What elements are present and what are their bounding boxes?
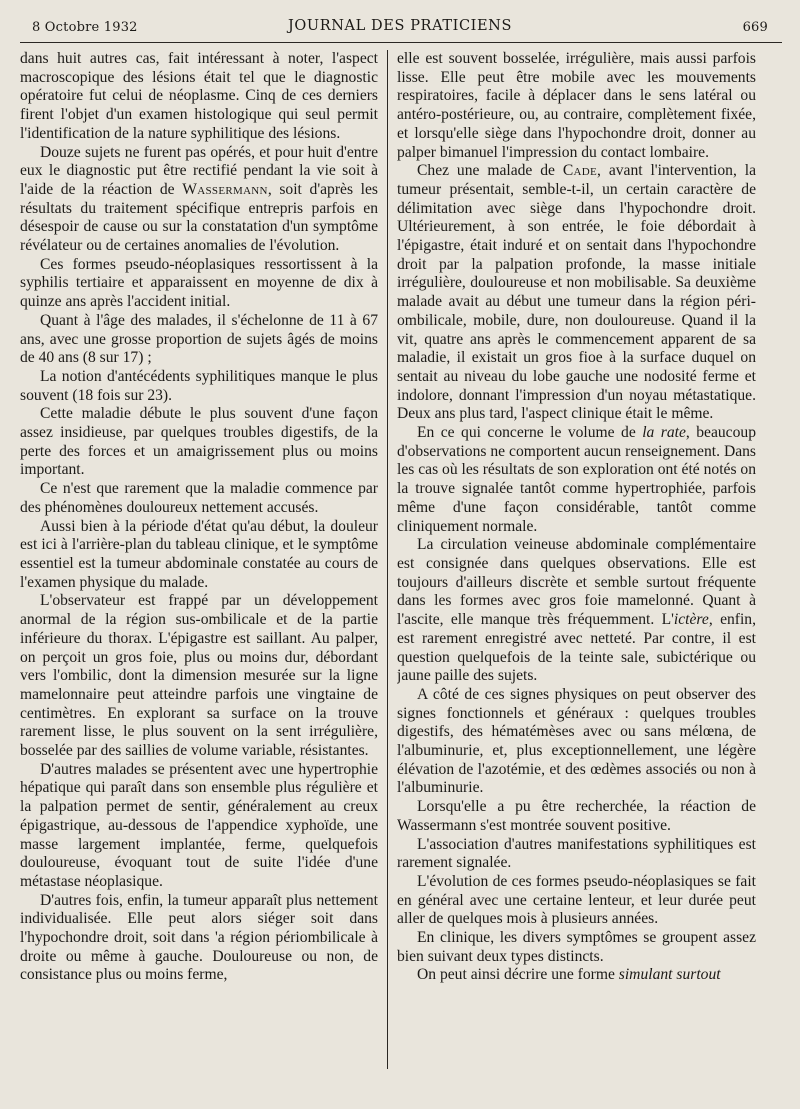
paragraph: dans huit autres cas, fait intéressant à noter, l'aspect macroscopique des lésions était tel que le diagnostic opératoire fut celui de néoplasme. Cinq de ces derniers firent l'objet d'un examen histologique qui seul permit l'identification de la nature syphilitique des lésions. xyxy=(20,50,378,142)
paragraph: D'autres fois, enfin, la tumeur apparaît plus nettement individualisée. Elle peut alors siéger soit dans l'hypochondre droit, soit dans 'a région périombilicale à droite ou même à gauche. Douloureuse ou non, de consistance plus ou moins ferme, xyxy=(20,891,378,984)
paragraph: D'autres malades se présentent avec une hypertrophie hépatique qui paraît dans son ensemble plus régulière et la palpation permet de sentir, généralement au creux épigastrique, au-dessous de l'appendice xyphoïde, une masse largement implantée, ferme, quelquefois douloureuse, évoquant tout de suite l'idée d'une métastase néoplasique. xyxy=(20,760,378,890)
paragraph: Cette maladie débute le plus souvent d'une façon assez insidieuse, par quelques troubles digestifs, de la perte des forces et un amaigrissement plus ou moins important. xyxy=(20,405,378,479)
paragraph: Ces formes pseudo-néoplasiques ressortissent à la syphilis tertiaire et apparaissent en moyenne de dix à quinze ans après l'accident initial. xyxy=(20,255,378,311)
journal-title: JOURNAL DES PRATICIENS xyxy=(288,18,512,34)
paragraph: L'observateur est frappé par un développement anormal de la région sus-ombilicale et de la partie inférieure du thorax. L'épigastre est saillant. Au palper, on perçoit un gros foie, plus ou moins dur, débordant vers l'ombilic, dont la dimension mesurée sur la ligne mamelonnaire peut atteindre parfois une vingtaine de centimètres. En explorant sa surface on la trouve rarement lisse, le plus souvent on la sent irrégulière, bosselée par des saillies de volume variable, résistantes. xyxy=(20,592,378,760)
paragraph: On peut ainsi décrire une forme simulant surtout xyxy=(417,966,721,984)
emphasis: la rate xyxy=(642,424,686,442)
running-header xyxy=(32,18,768,38)
emphasis: simulant surtout xyxy=(618,966,721,984)
paragraph: Aussi bien à la période d'état qu'au début, la douleur est ici à l'arrière-plan du tableau clinique, et le symptôme essentiel est la tumeur abdominale constatée au cours de l'examen physique du malade. xyxy=(20,517,378,591)
paragraph: Chez une malade de Cade, avant l'intervention, la tumeur présentait, semble-t-il, un certain caractère de délimitation avec siège dans l'hypochondre droit. Ultérieurement, à son entrée, le foie débordait à l'épigastre, était induré et on sentait dans l'hypochondre droit par la palpation profonde, la masse initiale irrégulière, douloureuse et non mobilisable. Sa deuxième malade avait au début une tumeur dans la région péri-ombilicale, mobile, dure, non douloureuse. Quand il la vit, quatre ans après le commencement apparent de sa maladie, il existait un gros fioe à la surface duquel on sentait au niveau du lobe gauche une nodosité ferme et indolore, donnant l'impression d'un noyau métastatique. Deux ans plus tard, l'aspect clinique était le même. xyxy=(397,162,756,423)
emphasis: ictère xyxy=(673,611,709,629)
paragraph: Douze sujets ne furent pas opérés, et pour huit d'entre eux le diagnostic put être rectifié pendant la vie soit à l'aide de la réaction de Wassermann, soit d'après les résultats du traitement spécifique entrepris parfois en désespoir de cause ou sur la constatation d'un symptôme révélateur ou de certaines anomalies de l'évolution. xyxy=(20,143,378,255)
header-rule xyxy=(20,42,782,43)
column-divider xyxy=(387,50,388,1069)
paragraph: La notion d'antécédents syphilitiques manque le plus souvent (18 fois sur 23). xyxy=(20,367,378,404)
author-name: Cade xyxy=(562,162,598,180)
paragraph: L'évolution de ces formes pseudo-néoplasiques se fait en général avec une certaine lenteur, et leur durée peut aller de quelques mois à plusieurs années. xyxy=(397,872,756,928)
paragraph: Ce n'est que rarement que la maladie commence par des phénomènes douloureux nettement accusés. xyxy=(20,480,378,516)
author-name: Wassermann xyxy=(182,180,268,198)
paragraph: A côté de ces signes physiques on peut observer des signes fonctionnels et généraux : quelques troubles digestifs, des hématémèses avec ou sans mélœna, de l'albuminurie, et, plus exceptionnellement, une légère élévation de l'azotémie, et des œdèmes associés ou non à l'albuminurie. xyxy=(397,685,756,797)
paragraph: Quant à l'âge des malades, il s'échelonne de 11 à 67 ans, avec une grosse proportion de sujets âgés de moins de 40 ans (8 sur 17) ; xyxy=(20,311,378,367)
left-column xyxy=(20,50,378,1069)
paragraph: La circulation veineuse abdominale complémentaire est consignée dans quelques observations. Elle est toujours d'ailleurs discrète et semble surtout fréquente dans les formes avec gros foie mamelonné. Quant à l'ascite, elle manque très fréquemment. L'ictère, enfin, est rarement enregistré avec netteté. Par contre, il est question quelquefois de la teinte sale, subictérique ou jaune paille des sujets. xyxy=(397,536,756,685)
paragraph: elle est souvent bosselée, irrégulière, mais aussi parfois lisse. Elle peut être mobile avec les mouvements respiratoires, facile à déplacer dans le sens latéral ou antéro-postérieure, ou, au contraire, complètement fixée, et lorsqu'elle siège dans l'hypochondre droit, donner au palper bimanuel l'impression du contact lombaire. xyxy=(397,50,756,161)
issue-date: 8 Octobre 1932 xyxy=(32,20,138,35)
paragraph: L'association d'autres manifestations syphilitiques est rarement signalée. xyxy=(397,835,756,872)
paragraph: En clinique, les divers symptômes se groupent assez bien suivant deux types distincts. xyxy=(397,929,756,965)
paragraph: En ce qui concerne le volume de la rate, beaucoup d'observations ne comportent aucun renseignement. Dans les cas où les résultats de son exploration ont été notés on la trouve signalée tantôt comme hypertrophiée, parfois même d'une façon considérable, tantôt comme cliniquement normale. xyxy=(397,424,756,535)
paragraph: Lorsqu'elle a pu être recherchée, la réaction de Wassermann s'est montrée souvent positive. xyxy=(397,798,756,834)
right-column xyxy=(397,50,756,1069)
page-number: 669 xyxy=(742,20,768,35)
